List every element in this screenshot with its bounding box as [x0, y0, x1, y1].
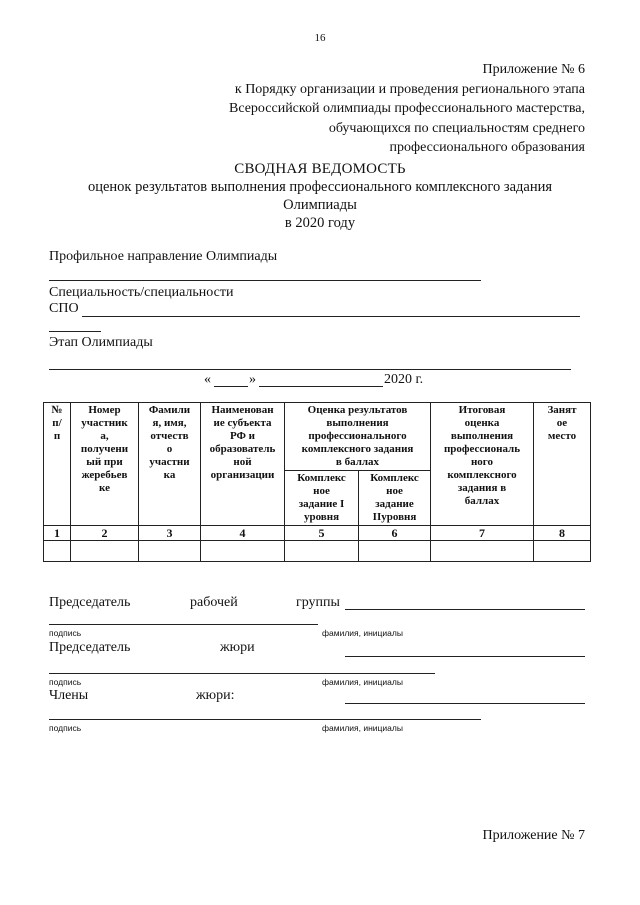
header-cell: № п/ п	[44, 403, 71, 526]
specialty-line-short[interactable]	[49, 331, 101, 332]
spo-label: СПО	[49, 301, 79, 316]
page-number: 16	[314, 32, 326, 44]
header-cell: Комплекс ное задание IIуровня	[359, 471, 431, 526]
date-close-quote: »	[249, 372, 256, 387]
signature-caption: подпись	[49, 628, 82, 638]
header-cell: Итоговая оценка выполнения профессиональ ного комплексного задания в баллах	[431, 403, 534, 526]
name-line[interactable]	[345, 703, 585, 704]
table-cell[interactable]	[359, 541, 431, 562]
table-cell[interactable]	[431, 541, 534, 562]
table-cell[interactable]	[44, 541, 71, 562]
table-cell[interactable]	[534, 541, 591, 562]
signature-line[interactable]	[49, 719, 481, 720]
signature-role: жюри	[220, 640, 255, 655]
table-cell[interactable]	[139, 541, 201, 562]
name-line[interactable]	[345, 609, 585, 610]
header-cell: Комплекс ное задание I уровня	[285, 471, 359, 526]
profile-label: Профильное направление Олимпиады	[49, 249, 278, 264]
column-number: 7	[431, 526, 534, 541]
title-heading: СВОДНАЯ ВЕДОМОСТЬ	[234, 161, 406, 177]
table-header-row	[44, 403, 591, 471]
signature-role: Председатель	[49, 640, 131, 655]
signature-role: Председатель	[49, 595, 131, 610]
name-line[interactable]	[345, 656, 585, 657]
appendix-title: Приложение № 6	[482, 62, 585, 77]
appendix-line: обучающихся по специальностям среднего	[328, 120, 585, 136]
signature-line[interactable]	[49, 624, 318, 625]
name-caption: фамилия, инициалы	[322, 723, 403, 733]
header-cell: Оценка результатов выполнения профессионального комплексного задания в баллах	[285, 403, 431, 471]
appendix-note	[229, 60, 585, 158]
document-title	[0, 160, 640, 232]
specialty-label: Специальность/специальности	[49, 285, 234, 300]
title-line: оценок результатов выполнения профессионального комплексного задания	[87, 179, 553, 195]
appendix-line: профессионального образования	[389, 140, 585, 155]
profile-line[interactable]	[49, 280, 481, 281]
header-cell: Номер участник а, получени ый при жеребьев ке	[71, 403, 139, 526]
date-month-line[interactable]	[259, 386, 383, 387]
column-number: 4	[201, 526, 285, 541]
header-cell: Занят ое место	[534, 403, 591, 526]
signature-role: Члены	[49, 688, 89, 703]
name-caption: фамилия, инициалы	[322, 677, 403, 687]
table-cell[interactable]	[201, 541, 285, 562]
column-number: 2	[71, 526, 139, 541]
title-line: в 2020 году	[284, 215, 356, 231]
column-number: 1	[44, 526, 71, 541]
column-number: 6	[359, 526, 431, 541]
date-year: 2020 г.	[384, 372, 424, 387]
results-table	[43, 402, 591, 562]
table-row	[44, 541, 591, 562]
specialty-line[interactable]	[82, 316, 580, 317]
header-cell: Наименован ие субъекта РФ и образователь ной организации	[201, 403, 285, 526]
appendix-line: к Порядку организации и проведения регионального этапа	[234, 81, 585, 97]
column-number: 3	[139, 526, 201, 541]
date-open-quote: «	[204, 372, 211, 387]
title-line: Олимпиады	[283, 197, 357, 213]
table-cell[interactable]	[71, 541, 139, 562]
date-day-line[interactable]	[214, 386, 248, 387]
next-appendix-title: Приложение № 7	[482, 828, 585, 843]
column-number: 5	[285, 526, 359, 541]
table-cell[interactable]	[285, 541, 359, 562]
stage-label: Этап Олимпиады	[49, 335, 153, 350]
column-number: 8	[534, 526, 591, 541]
name-caption: фамилия, инициалы	[322, 628, 403, 638]
signature-caption: подпись	[49, 677, 82, 687]
signature-line[interactable]	[49, 673, 435, 674]
signature-role: жюри:	[196, 688, 235, 703]
signature-role: рабочей	[190, 595, 238, 610]
appendix-line: Всероссийской олимпиады профессионального мастерства,	[228, 101, 585, 116]
signature-caption: подпись	[49, 723, 82, 733]
stage-line[interactable]	[49, 369, 571, 370]
signature-role: группы	[296, 595, 340, 610]
table-number-row	[44, 526, 591, 541]
header-cell: Фамили я, имя, отчеств о участни ка	[139, 403, 201, 526]
